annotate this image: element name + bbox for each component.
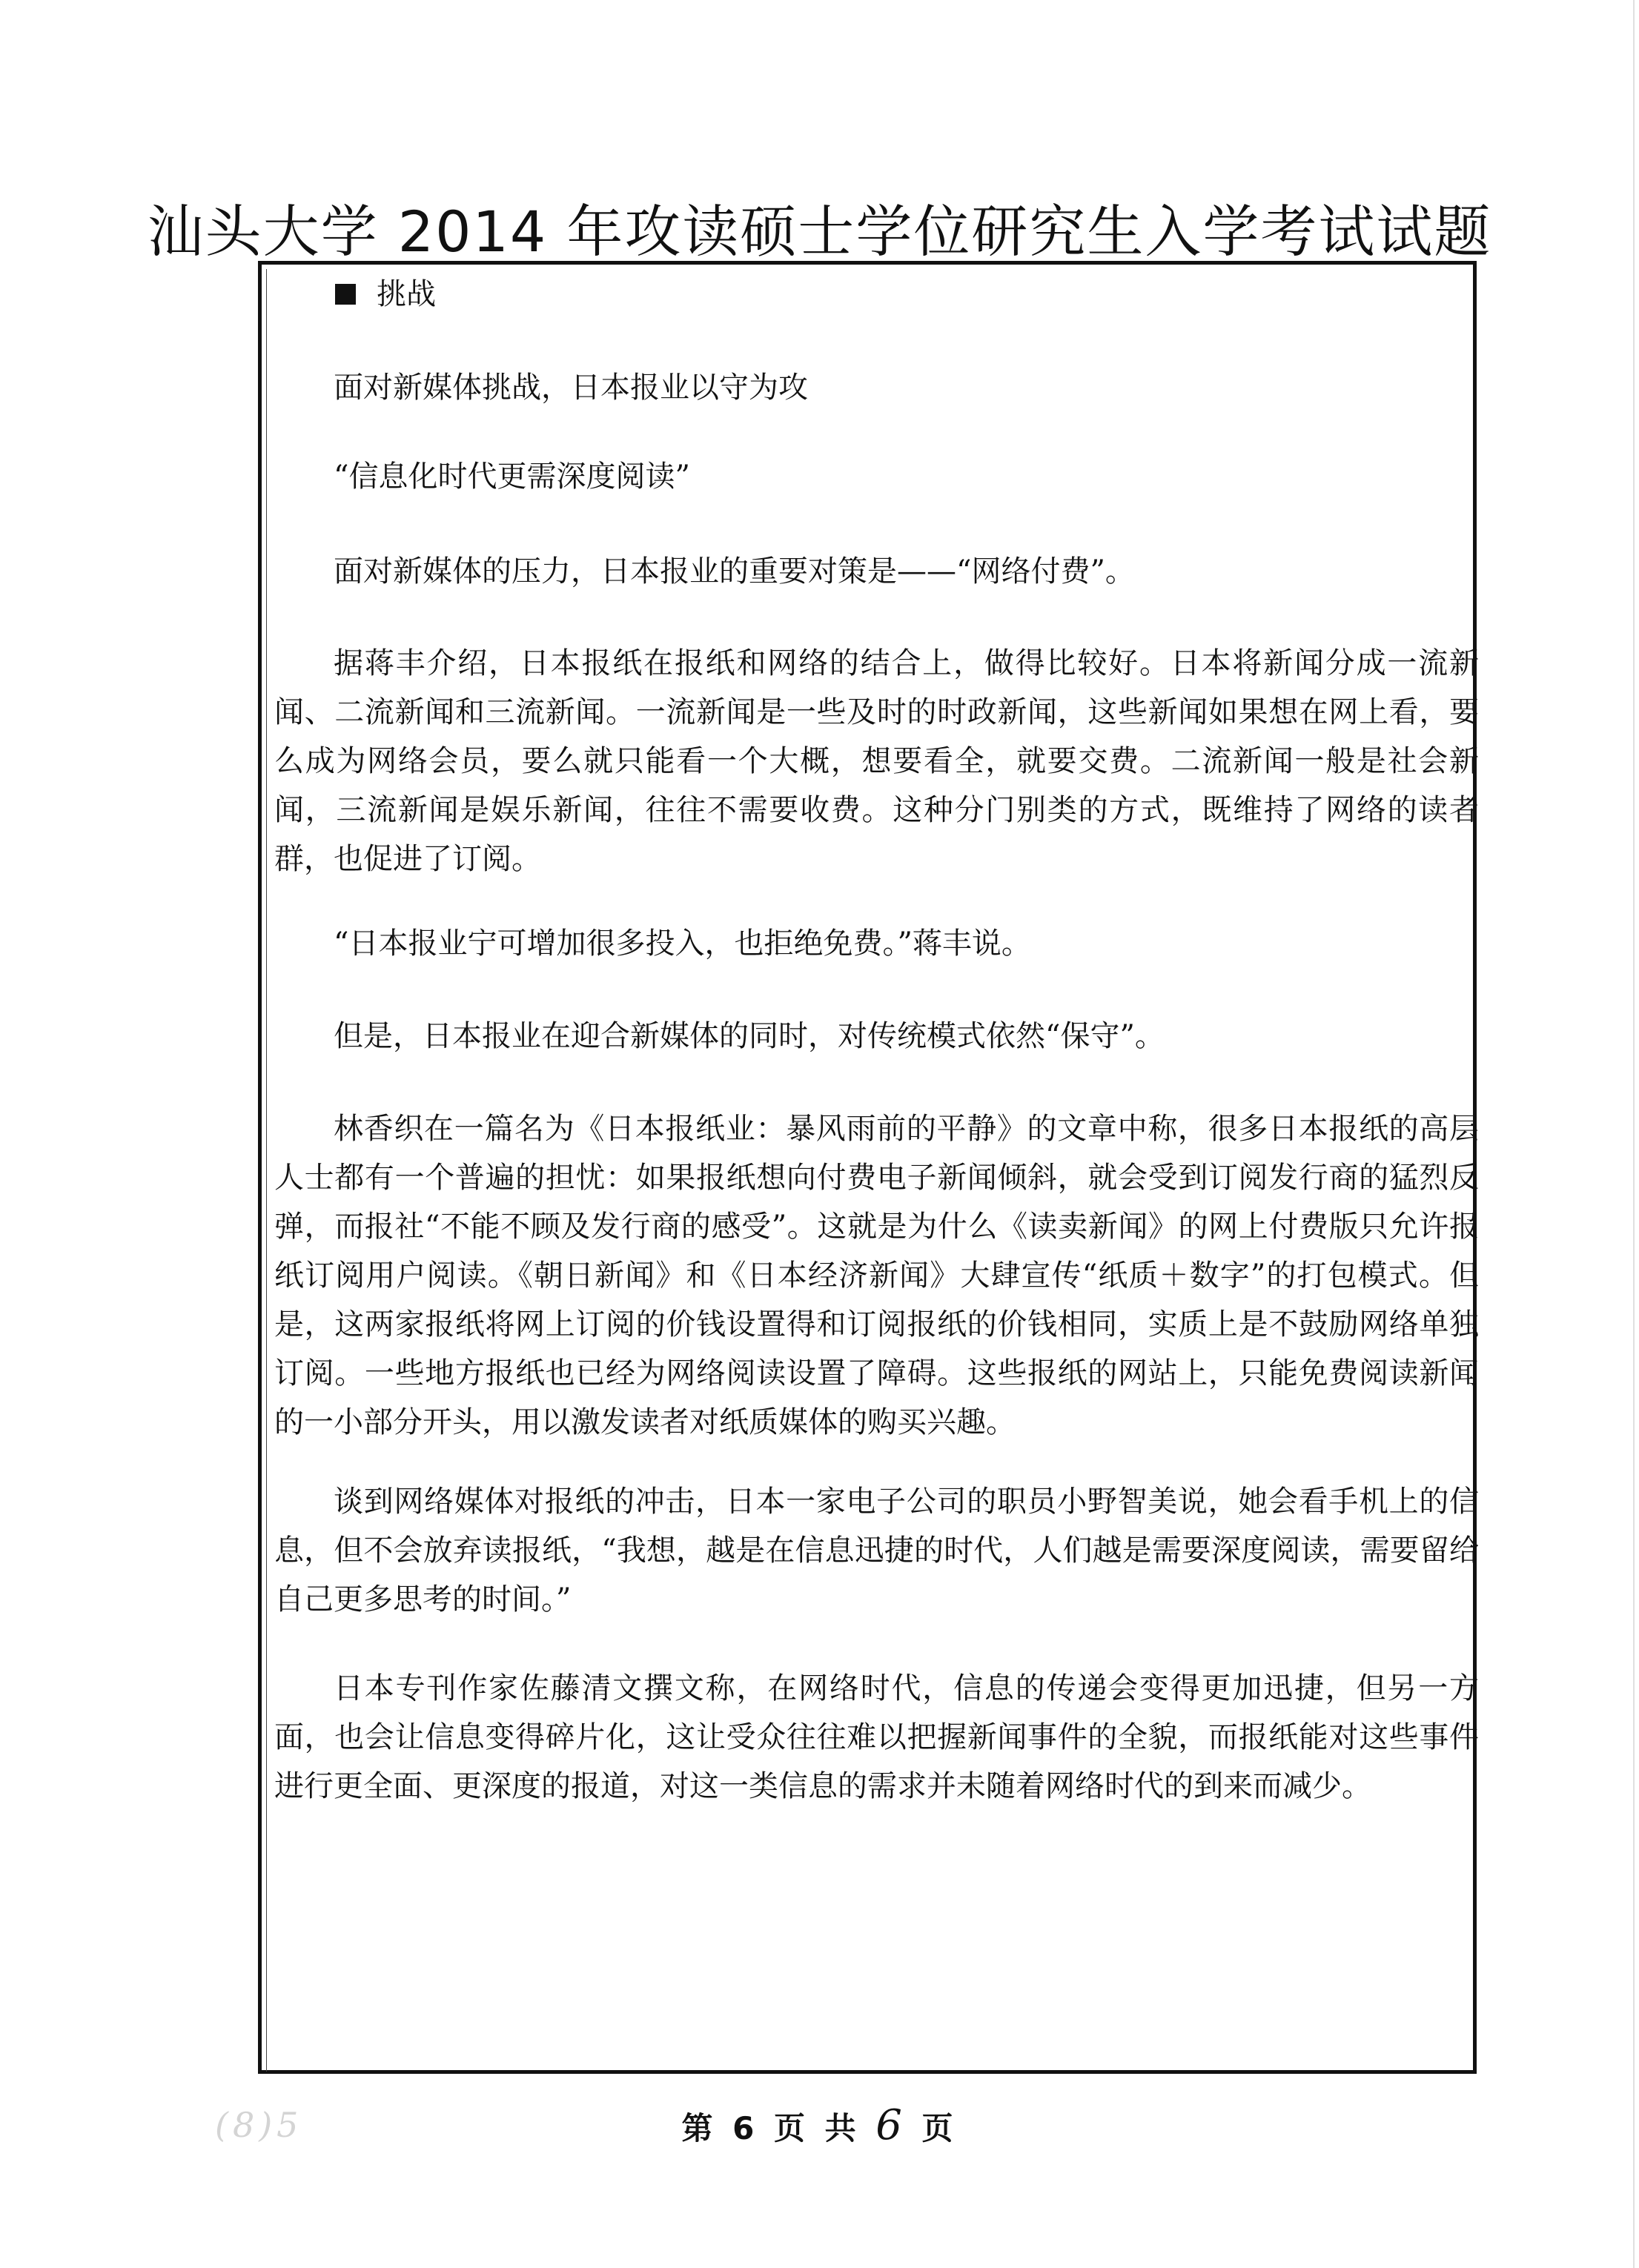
paragraph: “信息化时代更需深度阅读”	[334, 460, 690, 494]
paragraph: “日本报业宁可增加很多投入，也拒绝免费。”蒋丰说。	[334, 926, 1031, 961]
paragraph: 面对新媒体挑战，日本报业以守为攻	[334, 371, 808, 405]
paragraph: 谈到网络媒体对报纸的冲击，日本一家电子公司的职员小野智美说，她会看手机上的信息，但不会放弃读报纸，“我想，越是在信息迅捷的时代，人们越是需要深度阅读，需要留给自己更多思考的时间。”	[274, 1485, 1479, 1617]
paragraph: 面对新媒体的压力，日本报业的重要对策是——“网络付费”。	[334, 554, 1135, 588]
section-heading	[335, 276, 436, 313]
scan-edge	[1633, 0, 1635, 2268]
page-number-prefix: 第 6 页 共	[681, 2110, 861, 2146]
page-title: 汕头大学 2014 年攻读硕士学位研究生入学考试试题	[147, 199, 1492, 265]
pencil-annotation: (8)5	[215, 2105, 303, 2145]
section-heading-text: 挑战	[377, 277, 436, 311]
paragraph: 据蒋丰介绍，日本报纸在报纸和网络的结合上，做得比较好。日本将新闻分成一流新闻、二流新闻和三流新闻。一流新闻是一些及时的时政新闻，这些新闻如果想在网上看，要么成为网络会员，要么就只能看一个大概，想要看全，就要交费。二流新闻一般是社会新闻，三流新闻是娱乐新闻，往往不需要收费。这种分门别类的方式，既维持了网络的读者群，也促进了订阅。	[274, 646, 1479, 876]
paragraph: 林香织在一篇名为《日本报纸业：暴风雨前的平静》的文章中称，很多日本报纸的高层人士都有一个普遍的担忧：如果报纸想向付费电子新闻倾斜，就会受到订阅发行商的猛烈反弹，而报社“不能不顾及发行商的感受”。这就是为什么《读卖新闻》的网上付费版只允许报纸订阅用户阅读。《朝日新闻》和《日本经济新闻》大肆宣传“纸质＋数字”的打包模式。但是，这两家报纸将网上订阅的价钱设置得和订阅报纸的价钱相同，实质上是不鼓励网络单独订阅。一些地方报纸也已经为网络阅读设置了障碍。这些报纸的网站上，只能免费阅读新闻的一小部分开头，用以激发读者对纸质媒体的购买兴趣。	[274, 1112, 1479, 1439]
paragraph: 日本专刊作家佐藤清文撰文称，在网络时代，信息的传递会变得更加迅捷，但另一方面，也会让信息变得碎片化，这让受众往往难以把握新闻事件的全貌，而报纸能对这些事件进行更全面、更深度的报道，对这一类信息的需求并未随着网络时代的到来而减少。	[274, 1671, 1479, 1803]
paragraph: 但是，日本报业在迎合新媒体的同时，对传统模式依然“保守”。	[334, 1019, 1165, 1053]
page-number-suffix: 页	[921, 2110, 958, 2146]
black-square-bullet-icon	[335, 284, 356, 305]
page-total-handwritten: 6	[875, 2101, 907, 2149]
